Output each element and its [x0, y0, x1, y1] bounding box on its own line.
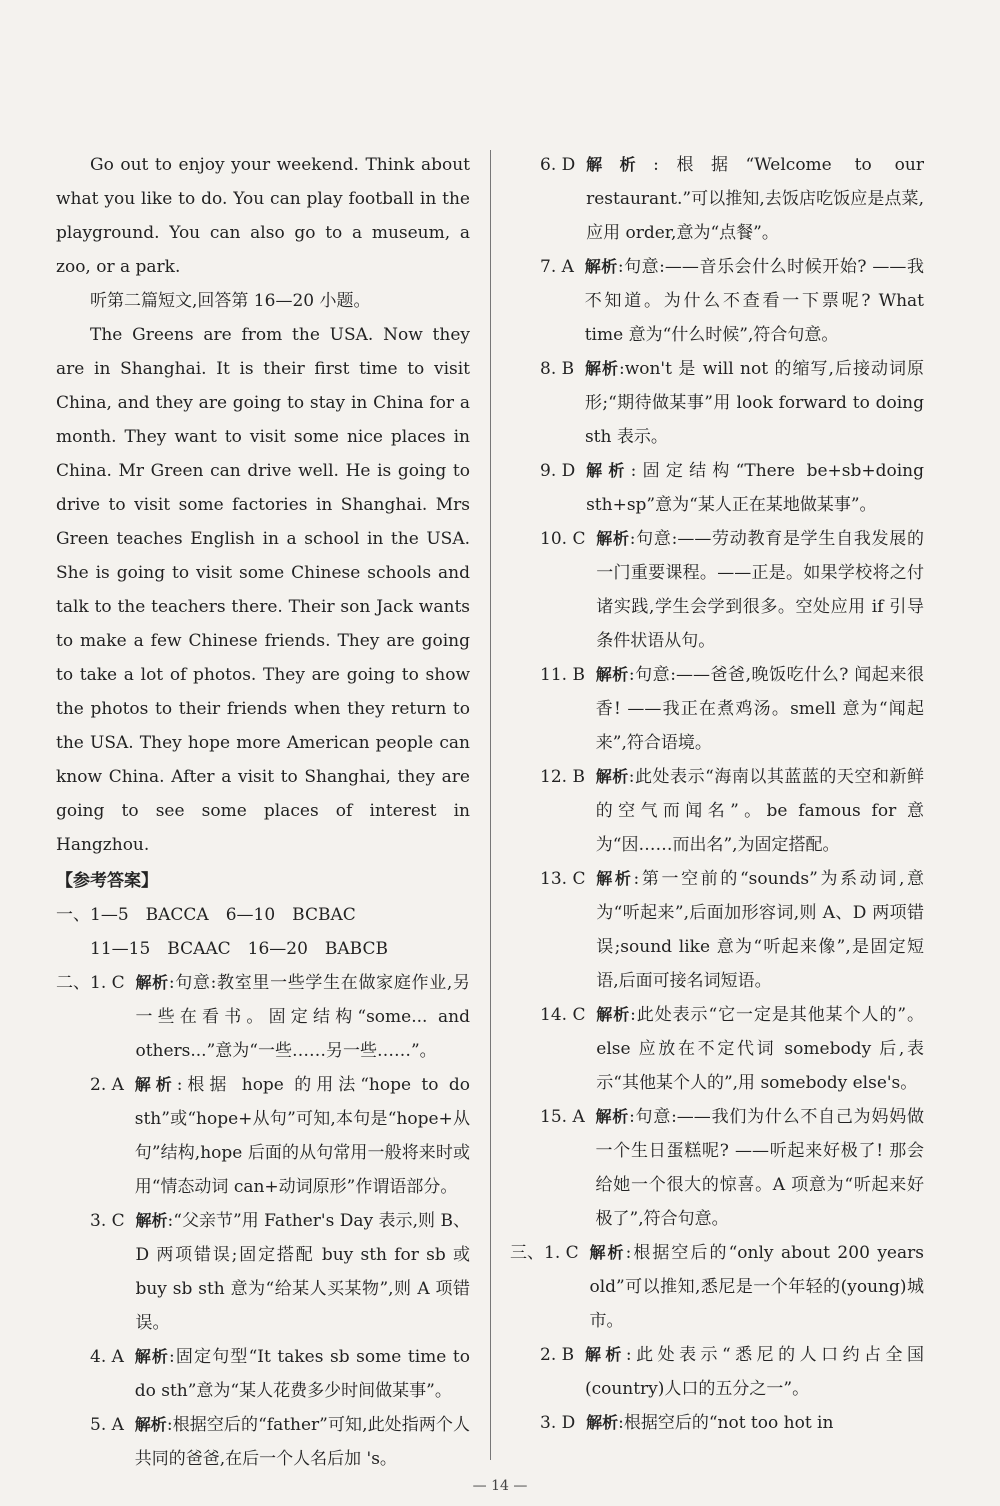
item-text: 解析:句意:教室里一些学生在做家庭作业,另一些在看书。固定结构“some... and others...”意为“一些……另一些……”。 [135, 973, 470, 1061]
item-number: 10. C [540, 529, 586, 549]
item-text: 解析:根据空后的“only about 200 years old”可以推知,悉尼是一个年轻的(young)城市。 [589, 1243, 924, 1331]
analysis-label: 解析 [584, 1345, 626, 1364]
answer-item [540, 998, 924, 1100]
analysis-label: 解析 [595, 767, 629, 786]
passage-paragraph-2: The Greens are from the USA. Now they are in Shanghai. It is their first time to visit China, and they are going to stay in China for a month. They want to visit some nice places in China. Mr Green can drive well. He is going to drive to visit some factories in Shanghai. Mrs Green teaches English in a school in the USA. She is going to visit some Chinese schools and talk to the teachers there. Their son Jack wants to make a few Chinese friends. They are going to take a lot of photos. They are going to show the photos to their friends when they return to the USA. They hope more American people can know China. After a visit to Shanghai, they are going to see some places of interest in Hangzhou. [56, 325, 470, 855]
item-text: 解析:固定结构“There be+sb+doing sth+sp”意为“某人正在某地做某事”。 [586, 461, 924, 515]
item-number: 8. B [540, 359, 575, 379]
answer-item [540, 148, 924, 250]
item-text: 解析:此处表示“海南以其蓝蓝的天空和新鲜的空气而闻名”。be famous for 意为“因……而出名”,为固定搭配。 [595, 767, 924, 855]
answer-item [540, 352, 924, 454]
answer-item [540, 250, 924, 352]
answer-item [540, 454, 924, 522]
answer-row-2: 11—15 BCAAC 16—20 BABCB [56, 939, 388, 959]
item-text: 解析:此处表示“它一定是其他某个人的”。else 应放在不定代词 somebody 后,表示“其他某个人的”,用 somebody else's。 [596, 1005, 924, 1093]
answer-item [540, 522, 924, 658]
answer-heading: 【参考答案】 [56, 871, 158, 891]
item-text: 解析:句意:——音乐会什么时候开始? ——我不知道。为什么不查看一下票呢? What time 意为“什么时候”,符合句意。 [584, 257, 924, 345]
item-text: 解析:句意:——爸爸,晚饭吃什么? 闻起来很香! ——我正在煮鸡汤。smell 意为“闻起来”,符合语境。 [595, 665, 924, 753]
item-text: 解析:根据“Welcome to our restaurant.”可以推知,去饭店吃饭应是点菜,应用 order,意为“点餐”。 [586, 155, 924, 243]
item-number: 15. A [540, 1107, 585, 1127]
analysis-label: 解析 [595, 1107, 630, 1126]
passage-instruction: 听第二篇短文,回答第 16—20 小题。 [90, 291, 371, 311]
left-column [56, 148, 470, 1476]
item-number: 13. C [540, 869, 586, 889]
answer-item [56, 1340, 470, 1408]
item-text: 解析:根据空后的“father”可知,此处指两个人共同的爸爸,在后一个人名后加 's。 [134, 1415, 470, 1469]
analysis-label: 解析 [595, 665, 629, 684]
item-text: 解析:句意:——我们为什么不自己为妈妈做一个生日蛋糕呢? ——听起来好极了! 那会给她一个很大的惊喜。A 项意为“听起来好极了”,符合句意。 [595, 1107, 924, 1229]
answer-item [540, 1100, 924, 1236]
item-number: 5. A [90, 1415, 124, 1435]
analysis-label: 解析 [596, 529, 630, 548]
analysis-label: 解析 [596, 1005, 631, 1024]
section-label: 二、 [56, 973, 90, 993]
item-number: 6. D [540, 155, 576, 175]
section-label: 三、 [510, 1243, 544, 1263]
answer-item [56, 1068, 470, 1204]
analysis-label: 解析 [134, 1415, 167, 1434]
answer-item [540, 862, 924, 998]
item-number: 4. A [90, 1347, 124, 1367]
item-number: 9. D [540, 461, 576, 481]
item-text: 解析:句意:——劳动教育是学生自我发展的一门重要课程。——正是。如果学校将之付诸实践,学生会学到很多。空处应用 if 引导条件状语从句。 [596, 529, 924, 651]
item-text: 解析:“父亲节”用 Father's Day 表示,则 B、D 两项错误;固定搭配 buy sth for sb 或 buy sb sth 意为“给某人买某物”,则 A 项错误。 [135, 1211, 470, 1333]
analysis-label: 解析 [134, 1347, 170, 1366]
answer-item [540, 1338, 924, 1406]
item-text: 解析:won't 是 will not 的缩写,后接动词原形;“期待做某事”用 look forward to doing sth 表示。 [584, 359, 924, 447]
item-number: 3. D [540, 1413, 576, 1433]
item-number: 7. A [540, 257, 574, 277]
answer-item [56, 1408, 470, 1476]
item-text: 解析:固定句型“It takes sb some time to do sth”意为“某人花费多少时间做某事”。 [134, 1347, 470, 1401]
item-text: 解析:此处表示“悉尼的人口约占全国(country)人口的五分之一”。 [584, 1345, 924, 1399]
item-number: 2. A [90, 1075, 124, 1095]
analysis-label: 解析 [584, 359, 619, 378]
item-number: 2. B [540, 1345, 575, 1365]
item-number: 14. C [540, 1005, 586, 1025]
analysis-label: 解析 [135, 1211, 168, 1230]
passage-paragraph-1: Go out to enjoy your weekend. Think about what you like to do. You can play football in the playground. You can also go to a museum, a zoo, or a park. [56, 155, 470, 277]
item-text: 解析:根据空后的“not too hot in [586, 1413, 834, 1433]
analysis-label: 解析 [584, 257, 618, 276]
item-text: 解析:第一空前的“sounds”为系动词,意为“听起来”,后面加形容词,则 A、D 两项错误;sound like 意为“听起来像”,是固定短语,后面可接名词短语。 [596, 869, 924, 991]
column-divider [490, 150, 491, 1460]
analysis-label: 解析 [134, 1075, 177, 1094]
analysis-label: 解析 [586, 1413, 619, 1432]
item-text: 解析:根据 hope 的用法“hope to do sth”或“hope+从句”可知,本句是“hope+从句”结构,hope 后面的从句常用一般将来时或用“情态动词 can+动词原形”作谓语部分。 [134, 1075, 470, 1197]
answer-item [56, 966, 470, 1068]
answer-item [540, 1406, 924, 1440]
analysis-label: 解析 [135, 973, 169, 992]
analysis-label: 解析 [586, 155, 654, 174]
analysis-label: 解析 [596, 869, 634, 888]
analysis-label: 解析 [586, 461, 631, 480]
answer-item [540, 760, 924, 862]
answer-item [56, 1204, 470, 1340]
answer-item [540, 658, 924, 760]
page-number: — 14 — [472, 1478, 528, 1494]
item-number: 1. C [90, 973, 125, 993]
item-number: 11. B [540, 665, 585, 685]
item-number: 3. C [90, 1211, 125, 1231]
answer-row-1: 一、1—5 BACCA 6—10 BCBAC [56, 905, 356, 925]
item-number: 12. B [540, 767, 585, 787]
answer-item [510, 1236, 924, 1338]
right-column [510, 148, 924, 1440]
analysis-label: 解析 [589, 1243, 626, 1262]
item-number: 1. C [544, 1243, 579, 1263]
